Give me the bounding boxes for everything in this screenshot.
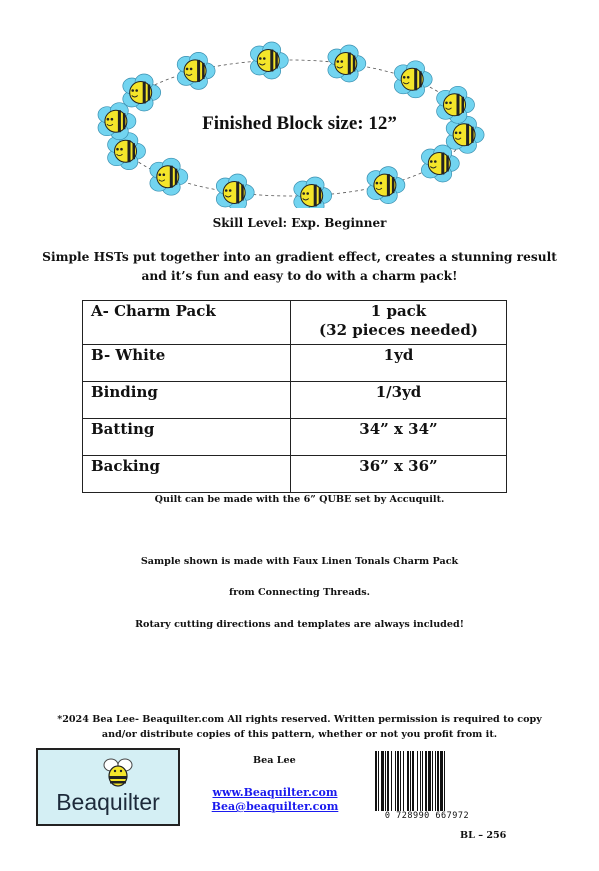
table-row (83, 301, 507, 345)
supply-item: Backing (83, 456, 291, 493)
bee-flower-icon (108, 133, 146, 170)
bee-flower-icon (123, 74, 161, 111)
supply-qty: 1/3yd (291, 382, 507, 419)
table-row (83, 345, 507, 382)
beaquilter-logo (36, 748, 180, 826)
website-link[interactable]: www.Beaquilter.com (212, 786, 338, 799)
bee-flower-icon (250, 42, 288, 79)
skill-level: Skill Level: Exp. Beginner (212, 216, 387, 230)
table-row (83, 419, 507, 456)
supply-qty: 36” x 36” (291, 456, 507, 493)
finished-block-size: Finished Block size: 12” (202, 113, 397, 134)
bee-icon (100, 756, 136, 788)
author-name: Bea Lee (253, 755, 296, 766)
copyright-line: *2024 Bea Lee- Beaquilter.com All rights reserved. Written permission is required to copy (57, 714, 542, 725)
supply-qty: 34” x 34” (291, 419, 507, 456)
source-note: from Connecting Threads. (228, 587, 371, 598)
qube-note: Quilt can be made with the 6” QUBE set by Accuquilt. (154, 494, 445, 505)
bee-flower-icon (216, 174, 254, 208)
copyright-notice (40, 712, 559, 742)
fabric-requirements-table (82, 300, 507, 493)
bee-flower-icon (367, 167, 405, 204)
rotary-note: Rotary cutting directions and templates are always included! (135, 619, 464, 630)
bee-flower-icon (421, 145, 459, 182)
supply-qty (291, 301, 507, 345)
barcode-number: 0 728990 667972 (371, 811, 483, 821)
supply-qty-line: 1 pack (370, 302, 427, 320)
supply-qty-line: (32 pieces needed) (319, 321, 478, 339)
supply-item: A- Charm Pack (83, 301, 291, 345)
copyright-line: and/or distribute copies of this pattern, whether or not you profit from it. (101, 729, 498, 740)
supply-qty: 1yd (291, 345, 507, 382)
bee-flower-icon (150, 158, 188, 195)
bee-flower-icon (294, 177, 332, 208)
email-link[interactable]: Bea@beaquilter.com (211, 800, 339, 813)
supply-item: Batting (83, 419, 291, 456)
bee-flower-icon (177, 52, 215, 89)
pattern-code: BL – 256 (460, 830, 507, 841)
supply-item: Binding (83, 382, 291, 419)
table-row (83, 382, 507, 419)
bee-flower-icon (328, 45, 366, 82)
supply-item: B- White (83, 345, 291, 382)
intro-line: Simple HSTs put together into an gradient effect, creates a stunning result (42, 250, 557, 264)
logo-text: Beaquilter (56, 789, 160, 815)
sample-note: Sample shown is made with Faux Linen Tonals Charm Pack (140, 556, 459, 567)
intro-text (20, 248, 579, 286)
intro-line: and it’s fun and easy to do with a charm pack! (141, 269, 458, 283)
bee-flower-icon (394, 61, 432, 98)
table-row (83, 456, 507, 493)
